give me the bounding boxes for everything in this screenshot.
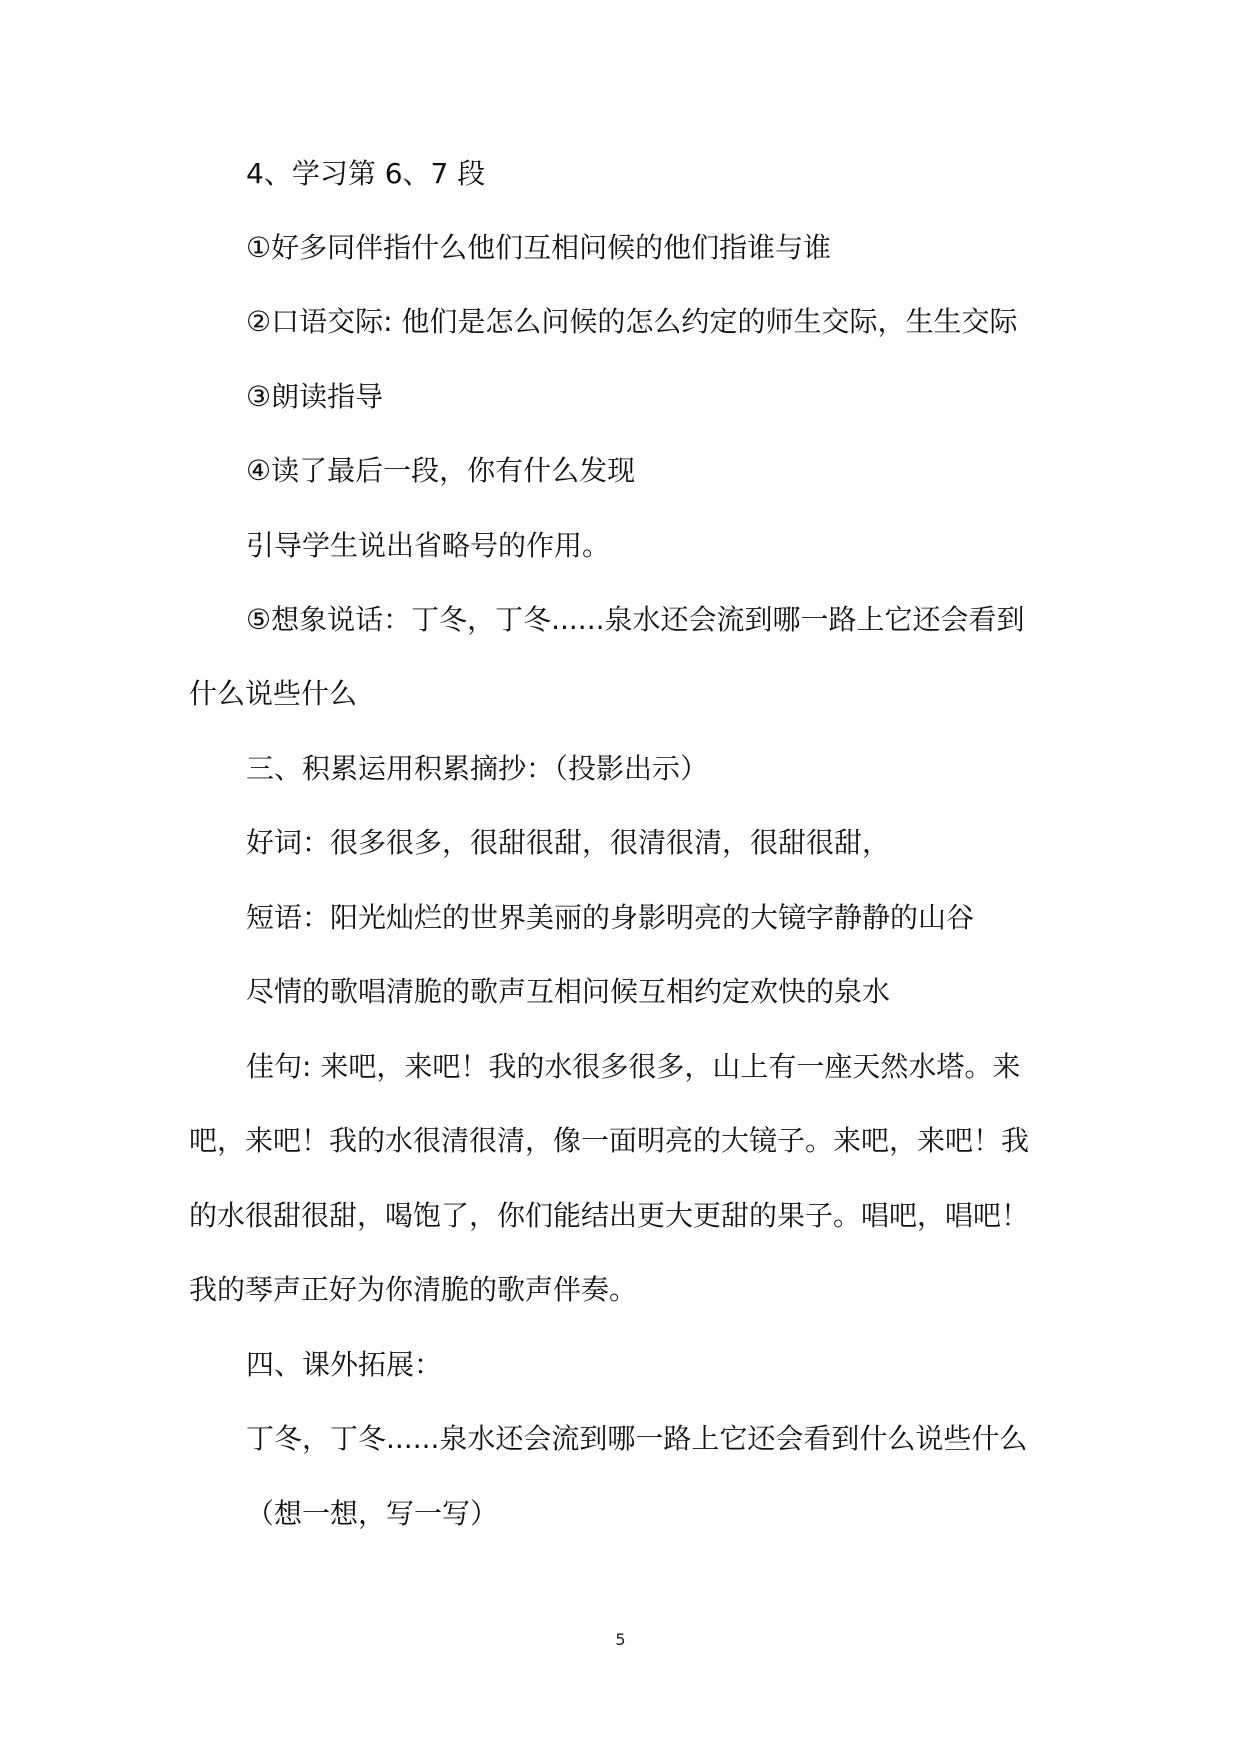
text-line: 什么说些什么 xyxy=(189,677,358,710)
text-line: ④读了最后一段，你有什么发现 xyxy=(246,454,636,487)
section-heading-study-6-7: 4、学习第 6、7 段 xyxy=(246,157,486,190)
text-line: 吧，来吧！我的水很清很清，像一面明亮的大镜子。来吧，来吧！我 xyxy=(189,1124,1030,1157)
text-line: 短语：阳光灿烂的世界美丽的身影明亮的大镜字静静的山谷 xyxy=(246,901,975,934)
text-line: 好词：很多很多，很甜很甜，很清很清，很甜很甜， xyxy=(246,826,891,859)
text-line: ⑤想象说话：丁冬，丁冬......泉水还会流到哪一路上它还会看到 xyxy=(246,603,1025,636)
text-line: 我的琴声正好为你清脆的歌声伴奏。 xyxy=(189,1273,638,1306)
text-line: 尽情的歌唱清脆的歌声互相问候互相约定欢快的泉水 xyxy=(246,975,891,1008)
text-line: 引导学生说出省略号的作用。 xyxy=(246,529,611,562)
text-line: ②口语交际: 他们是怎么问候的怎么约定的师生交际，生生交际 xyxy=(246,305,1018,338)
section-heading-accumulate: 三、积累运用积累摘抄：（投影出示） xyxy=(246,752,709,785)
text-line: 佳句: 来吧，来吧！我的水很多很多，山上有一座天然水塔。来 xyxy=(246,1050,1021,1083)
text-line: ③朗读指导 xyxy=(246,380,384,413)
text-line: ①好多同伴指什么他们互相问候的他们指谁与谁 xyxy=(246,231,832,264)
page-number: 5 xyxy=(615,1630,626,1649)
section-heading-extension: 四、课外拓展： xyxy=(246,1348,443,1381)
text-line: 丁冬，丁冬......泉水还会流到哪一路上它还会看到什么说些什么 xyxy=(246,1422,1028,1455)
text-line: （想一想，写一写） xyxy=(246,1497,499,1530)
text-line: 的水很甜很甜，喝饱了，你们能结出更大更甜的果子。唱吧，唱吧！ xyxy=(189,1199,1030,1232)
